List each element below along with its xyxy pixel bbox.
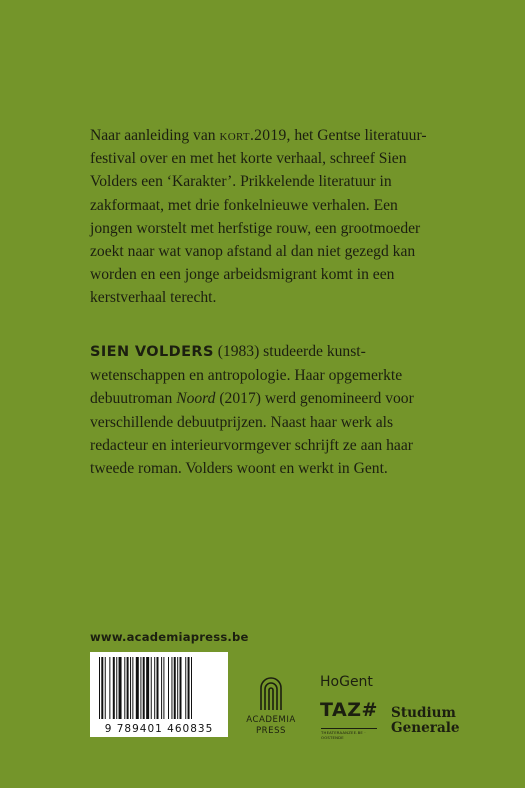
blurb-line: kerstverhaal terecht. [90, 289, 217, 307]
blurb-line: zakformaat, met drie fonkelnieuwe verhalen. Een [90, 196, 398, 214]
blurb-line: zoekt naar wat vanop afstand al dan niet gezegd kan [90, 243, 416, 261]
barcode-bar [116, 657, 117, 719]
barcode-bar [143, 657, 145, 719]
academia-press-logo [240, 676, 302, 737]
author-bio [90, 340, 470, 480]
barcode-bar [105, 657, 106, 719]
barcode-bar [161, 657, 162, 719]
isbn-digits: 9 789401 460835 [104, 723, 214, 735]
taz-logo: TAZ# [320, 699, 378, 721]
barcode-bar [101, 657, 103, 719]
barcode-bar [113, 657, 115, 719]
academia-arch-icon [259, 676, 283, 710]
publisher-url[interactable]: www.academiapress.be [90, 630, 249, 644]
blurb-line: festival over en met het korte verhaal, schreef Sien [90, 150, 407, 168]
barcode-bar [119, 657, 122, 719]
back-cover-blurb [90, 124, 470, 310]
barcode-bar [109, 657, 110, 719]
barcode-bar [168, 657, 169, 719]
barcode-bar [154, 657, 155, 719]
bio-line: wetenschappen en antropologie. Haar opgemerkte [90, 367, 403, 385]
press-label: PRESS [256, 726, 286, 736]
barcode-bar [130, 657, 131, 719]
academia-label: ACADEMIA [246, 715, 296, 725]
barcode-bar [177, 657, 178, 719]
barcode-bar [191, 657, 192, 719]
barcode-bar [132, 657, 133, 719]
blurb-line: jongen worstelt met herfstige rouw, een grootmoeder [90, 219, 421, 237]
barcode-bar [163, 657, 164, 719]
barcode-bar [188, 657, 190, 719]
blurb-line: worden en een jonge arbeidsmigrant komt in een [90, 266, 395, 284]
barcode-bar [157, 657, 159, 719]
barcode-bars [97, 657, 221, 719]
isbn-barcode [90, 652, 228, 737]
barcode-bar [151, 657, 152, 719]
barcode-bar [185, 657, 186, 719]
barcode-bar [136, 657, 139, 719]
barcode-bar [146, 657, 149, 719]
bio-line: redacteur en interieurvormgever schrijft ze aan haar [90, 436, 413, 454]
book-title: Noord [176, 390, 216, 408]
barcode-bar [124, 657, 125, 719]
barcode-bar [171, 657, 172, 719]
barcode-bar [99, 657, 100, 719]
barcode-bar [140, 657, 141, 719]
bio-line: SIEN VOLDERS (1983) studeerde kunst- [90, 343, 366, 360]
festival-name: kort.2019 [219, 127, 287, 144]
bio-line: debuutroman Noord (2017) werd genomineerd voor [90, 390, 414, 408]
author-name: SIEN VOLDERS [90, 344, 214, 360]
taz-subline: THEATERAANZEE.BE · OOSTENDE [321, 728, 377, 740]
bio-line: verschillende debuutprijzen. Naast haar werk als [90, 413, 394, 431]
barcode-bar [174, 657, 176, 719]
barcode-bar [127, 657, 129, 719]
bio-line: tweede roman. Volders woont en werkt in Gent. [90, 460, 388, 478]
blurb-line: Volders een ‘Karakter’. Prikkelende literatuur in [90, 173, 392, 191]
barcode-bar [180, 657, 182, 719]
blurb-line: Naar aanleiding van kort.2019, het Gentse literatuur- [90, 127, 427, 144]
studium-generale-logo: Studium Generale [391, 705, 460, 736]
hogent-logo: HoGent [320, 674, 373, 690]
